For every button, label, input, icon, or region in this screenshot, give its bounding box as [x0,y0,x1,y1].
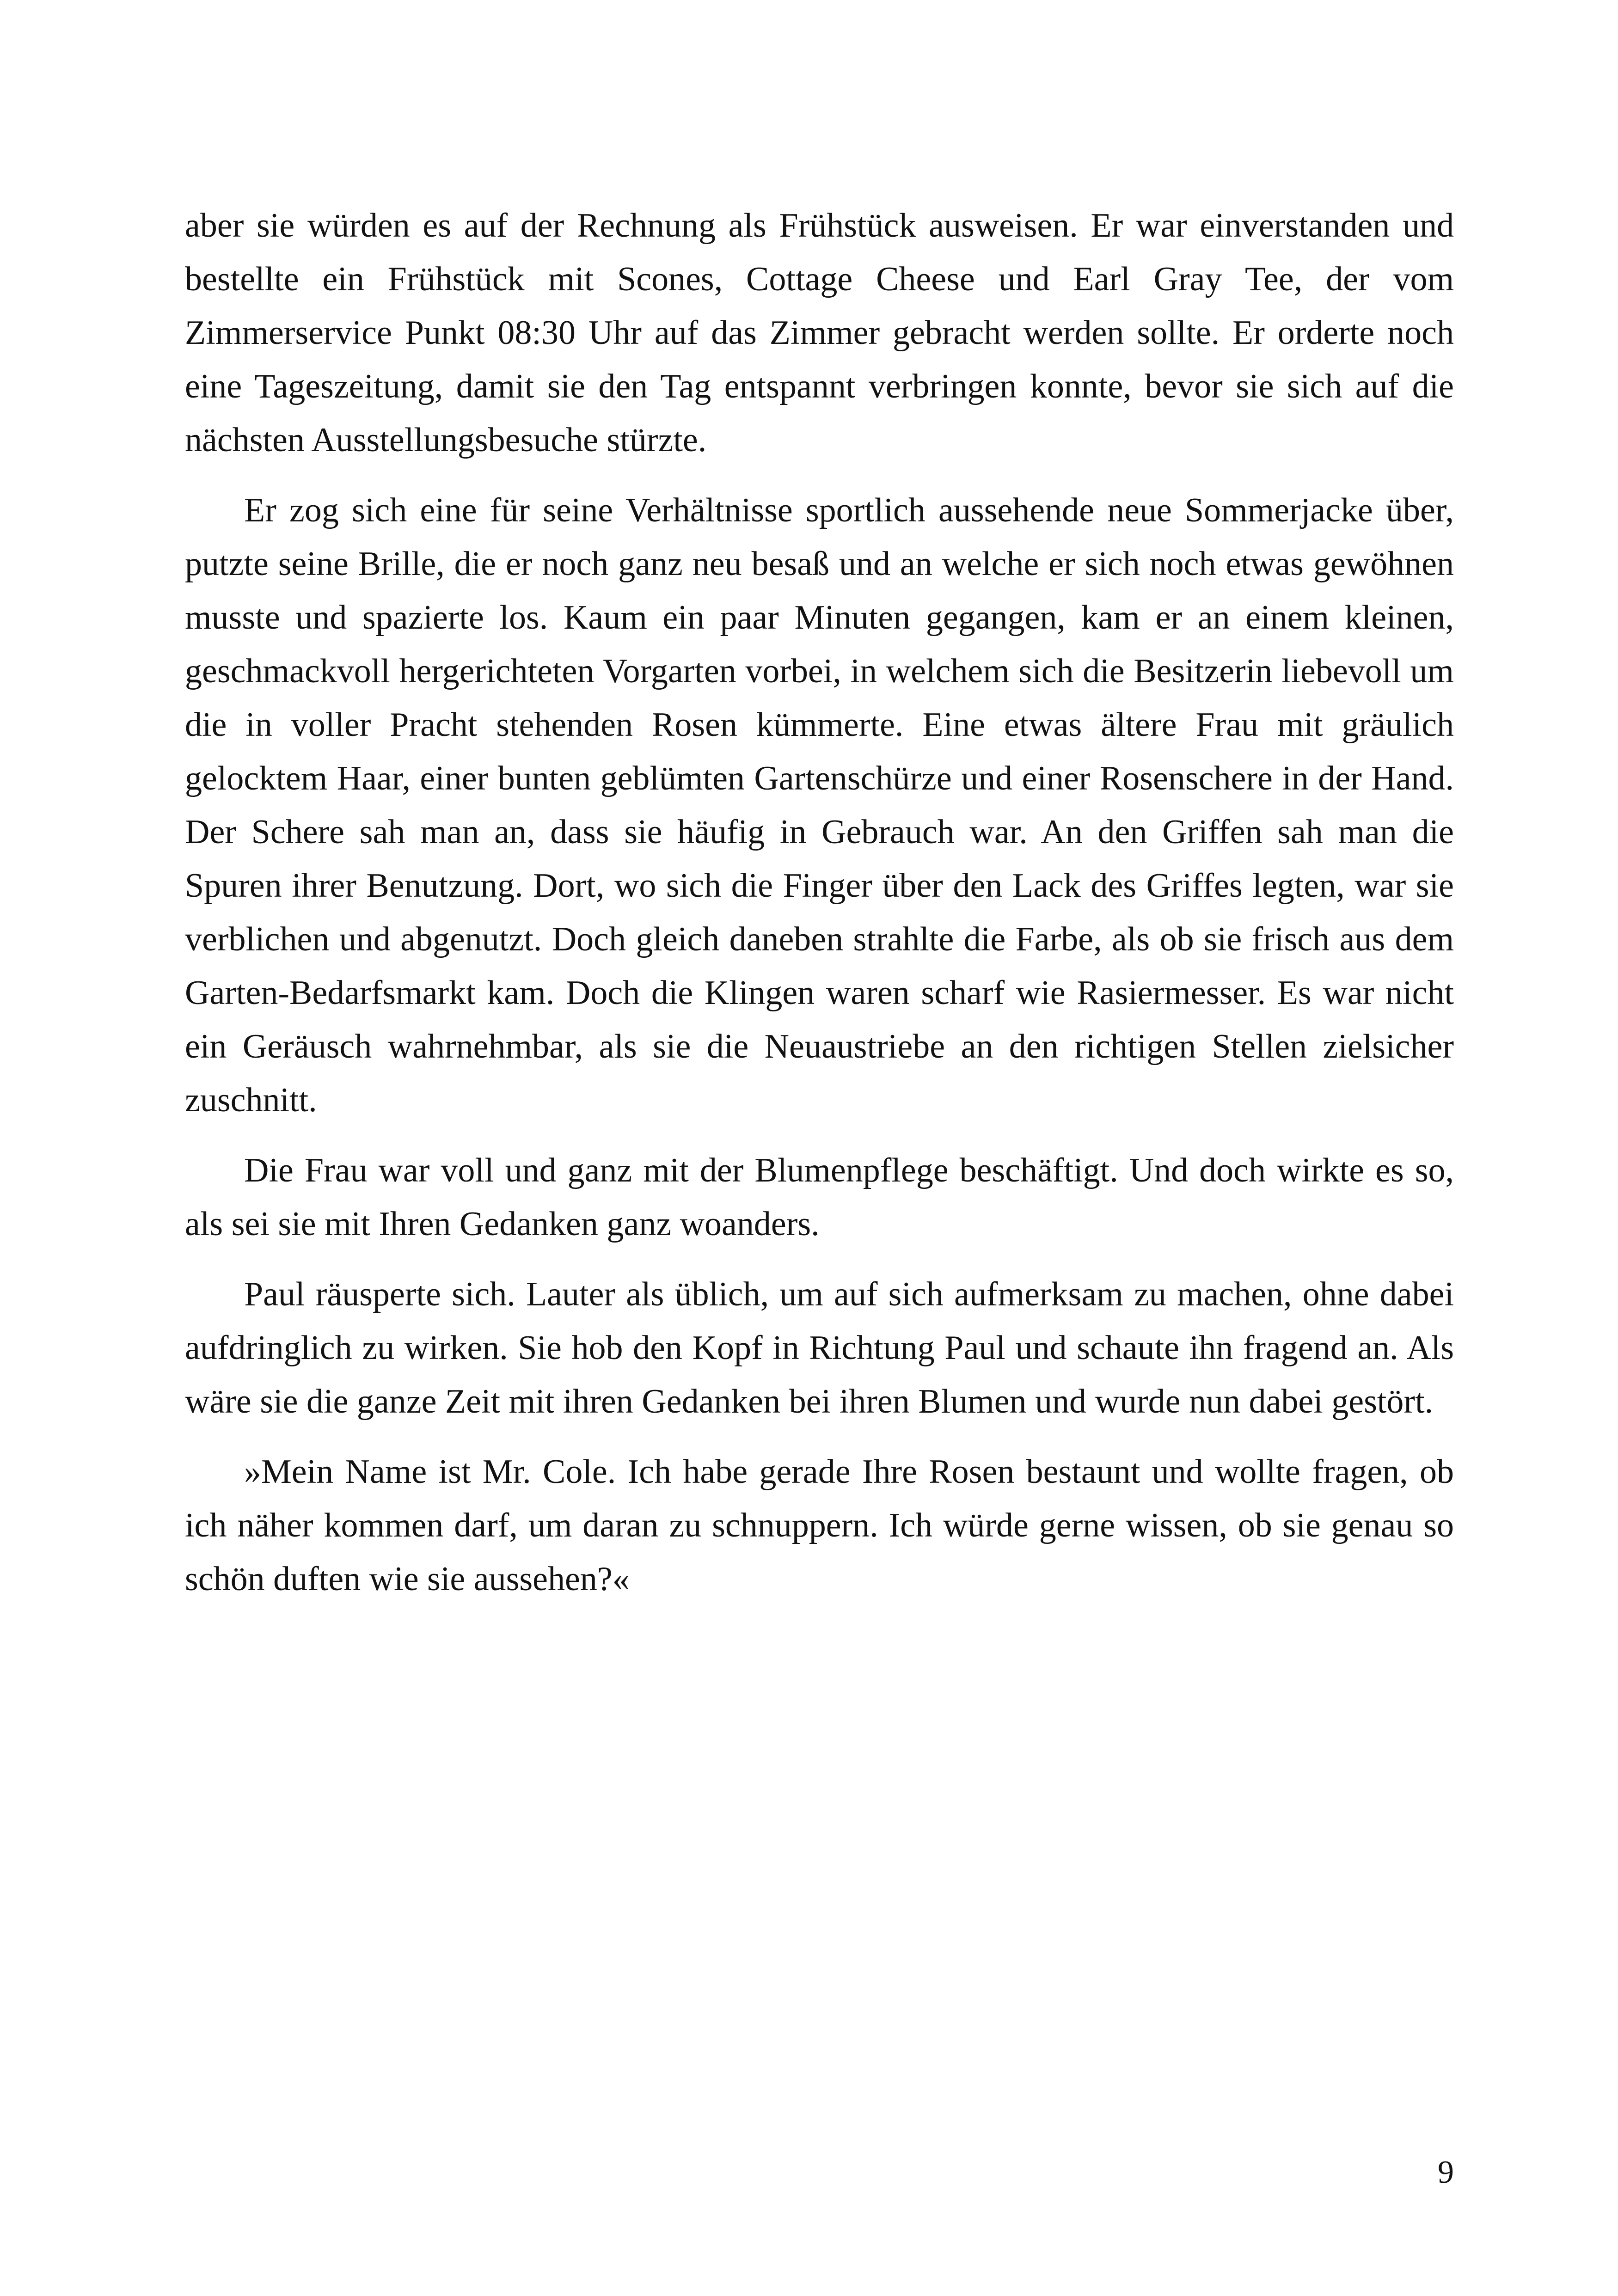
paragraph: Die Frau war voll und ganz mit der Blumenpflege beschäftigt. Und doch wirkte es so, als sei sie mit Ihren Gedanken ganz woanders. [185,1151,1454,1243]
paragraph: »Mein Name ist Mr. Cole. Ich habe gerade Ihre Rosen bestaunt und wollte fragen, ob ich näher kommen darf, um daran zu schnuppern. Ich würde gerne wissen, ob sie genau so schön duften wie sie aussehen?« [185,1453,1454,1598]
paragraph: Er zog sich eine für seine Verhältnisse sportlich aussehende neue Sommerjacke über, putzte seine Brille, die er noch ganz neu besaß und an welche er sich noch etwas gewöhnen musste und spazierte los. Kaum ein paar Minuten gegangen, kam er an einem kleinen, geschmackvoll hergerichteten Vorgarten vorbei, in welchem sich die Besitzerin liebevoll um die in voller Pracht stehenden Rosen kümmerte. Eine etwas ältere Frau mit gräulich gelocktem Haar, einer bunten geblümten Gartenschürze und einer Rosenschere in der Hand. Der Schere sah man an, dass sie häufig in Gebrauch war. An den Griffen sah man die Spuren ihrer Benutzung. Dort, wo sich die Finger über den Lack des Griffes legten, war sie verblichen und abgenutzt. Doch gleich daneben strahlte die Farbe, als ob sie frisch aus dem Garten-Bedarfsmarkt kam. Doch die Klingen waren scharf wie Rasiermesser. Es war nicht ein Geräusch wahrnehmbar, als sie die Neuaustriebe an den richtigen Stellen zielsicher zuschnitt. [185,491,1454,1119]
paragraph: aber sie würden es auf der Rechnung als Frühstück ausweisen. Er war einverstanden und bestellte ein Frühstück mit Scones, Cottage Cheese und Earl Gray Tee, der vom Zimmerservice Punkt 08:30 Uhr auf das Zimmer gebracht werden sollte. Er orderte noch eine Tageszeitung, damit sie den Tag entspannt verbringen konnte, bevor sie sich auf die nächsten Ausstellungsbesuche stürzte. [185,207,1454,459]
paragraph: Paul räusperte sich. Lauter als üblich, um auf sich aufmerksam zu machen, ohne dabei aufdringlich zu wirken. Sie hob den Kopf in Richtung Paul und schaute ihn fragend an. Als wäre sie die ganze Zeit mit ihren Gedanken bei ihren Blumen und wurde nun dabei gestört. [185,1275,1454,1420]
page-number: 9 [1438,2155,1454,2190]
text-block [185,199,1454,1623]
